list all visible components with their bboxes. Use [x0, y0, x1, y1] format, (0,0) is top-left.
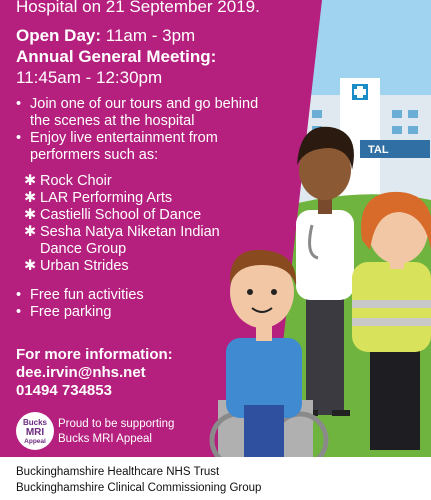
open-day-label: Open Day:	[16, 26, 102, 45]
performer-item: ✱ Rock Choir	[24, 173, 112, 189]
open-day-time: 11am - 3pm	[105, 26, 196, 45]
contact-heading: For more information:	[16, 346, 173, 363]
bullet-icon: •	[16, 287, 22, 303]
hospital-sign-text: TAL	[368, 144, 389, 156]
bucks-mri-appeal-logo: Bucks MRI Appeal	[16, 412, 54, 450]
performer-item-continued: Dance Group	[40, 241, 127, 257]
list-item-continued: the scenes at the hospital	[30, 113, 195, 129]
footer-org-2: Buckinghamshire Clinical Commissioning Group	[16, 482, 262, 494]
asterisk-icon: ✱	[24, 258, 37, 274]
list-item: • Free fun activities	[16, 287, 144, 303]
footer	[16, 464, 261, 496]
list-item: • Free parking	[16, 304, 112, 320]
list-item: • Join one of our tours and go behind	[16, 96, 259, 112]
bullet-icon: •	[16, 304, 22, 320]
appeal-text	[58, 417, 174, 447]
asterisk-icon: ✱	[24, 207, 37, 223]
performer-item: ✱ Urban Strides	[24, 258, 129, 274]
footer-org-1: Buckinghamshire Healthcare NHS Trust	[16, 466, 220, 478]
contact-email[interactable]: dee.irvin@nhs.net	[16, 364, 146, 381]
asterisk-icon: ✱	[24, 190, 37, 206]
bullet-icon: •	[16, 130, 22, 146]
event-date-line: Hospital on 21 September 2019.	[16, 0, 260, 16]
agm-label: Annual General Meeting:	[16, 47, 217, 66]
list-item: • Enjoy live entertainment from	[16, 130, 218, 146]
appeal-line-2: Bucks MRI Appeal	[58, 433, 152, 445]
performer-item: ✱ LAR Performing Arts	[24, 190, 173, 206]
appeal-line-1: Proud to be supporting	[58, 418, 175, 430]
asterisk-icon: ✱	[24, 173, 37, 189]
performer-item: ✱ Castielli School of Dance	[24, 207, 202, 223]
contact-phone[interactable]: 01494 734853	[16, 382, 112, 399]
bullet-icon: •	[16, 96, 22, 112]
list-item-continued: performers such as:	[30, 147, 159, 163]
asterisk-icon: ✱	[24, 224, 37, 240]
performer-item: ✱ Sesha Natya Niketan Indian	[24, 224, 220, 240]
agm-time: 11:45am - 12:30pm	[16, 68, 163, 87]
open-day-row	[16, 26, 195, 46]
